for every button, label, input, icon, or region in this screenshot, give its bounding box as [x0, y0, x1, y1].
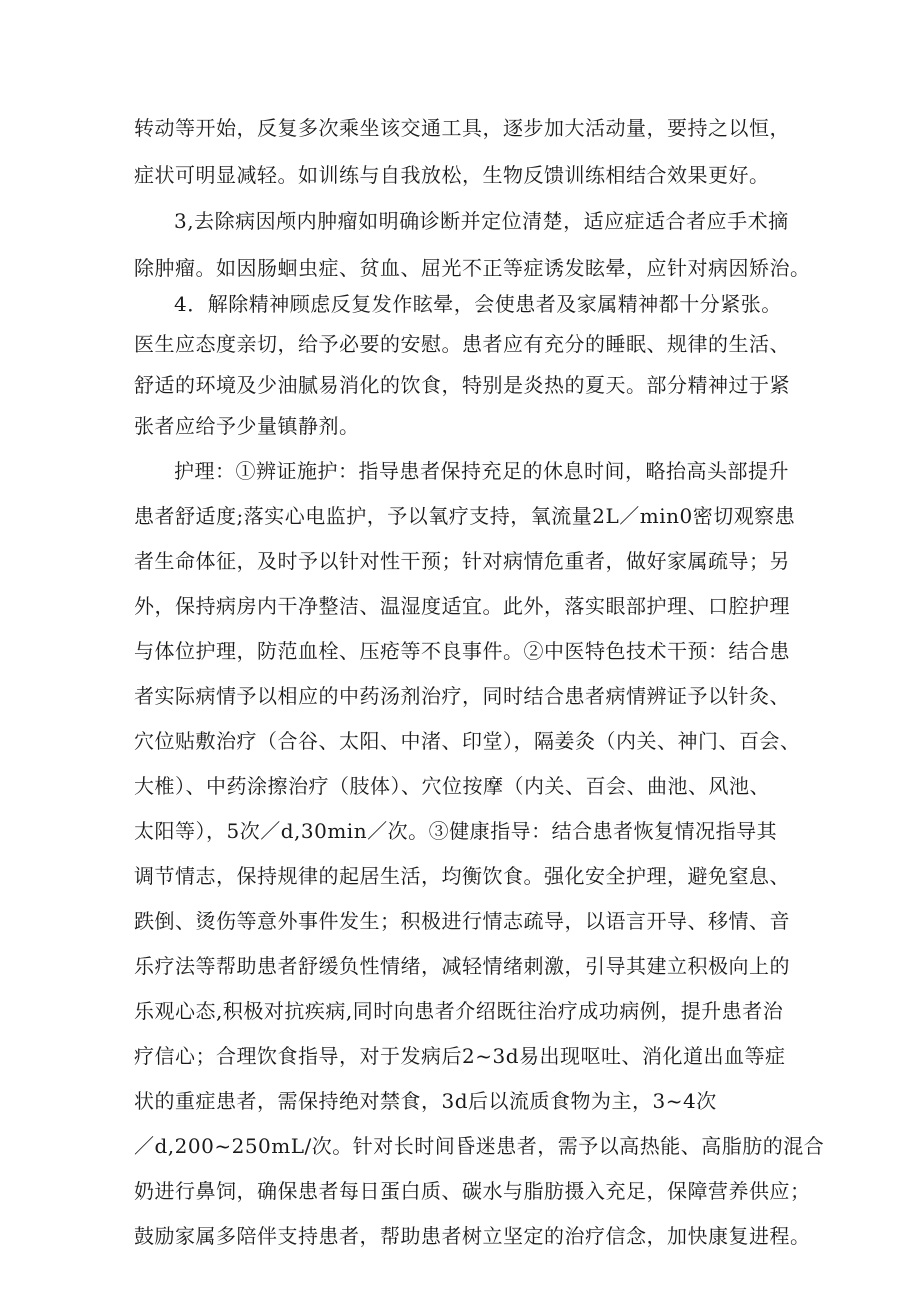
text-line: 症状可明显减轻。如训练与自我放松，生物反馈训练相结合效果更好。	[134, 163, 770, 187]
text-line: 大椎）、中药涂擦治疗（肢体）、穴位按摩（内关、百会、曲池、风池、	[134, 774, 770, 798]
text-line: 者生命体征，及时予以针对性干预；针对病情危重者，做好家属疏导；另	[134, 549, 790, 573]
text-line: 乐观心态,积极对抗疾病,同时向患者介绍既往治疗成功病例，提升患者治	[134, 999, 784, 1023]
text-line: 乐疗法等帮助患者舒缓负性情绪，减轻情绪刺激，引导其建立积极向上的	[134, 954, 790, 978]
text-line: 状的重症患者，需保持绝对禁食，3d后以流质食物为主，3~4次	[134, 1089, 717, 1113]
text-line: 穴位贴敷治疗（合谷、太阳、中渚、印堂），隔姜灸（内关、神门、百会、	[134, 729, 801, 753]
text-line: 舒适的环境及少油腻易消化的饮食，特别是炎热的夏天。部分精神过于紧	[134, 373, 790, 397]
text-line: 奶进行鼻饲，确保患者每日蛋白质、碳水与脂肪摄入充足，保障营养供应；	[134, 1179, 811, 1203]
text-line: 除肿瘤。如因肠蛔虫症、贫血、屈光不正等症诱发眩晕，应针对病因矫治。	[134, 256, 811, 280]
text-line: 疗信心；合理饮食指导，对于发病后2~3d易出现呕吐、消化道出血等症	[134, 1044, 786, 1068]
text-line: ／d,200~250mL/次。针对长时间昏迷患者，需予以高热能、高脂肪的混合	[134, 1134, 825, 1158]
text-line: 张者应给予少量镇静剂。	[134, 414, 360, 438]
text-line: 转动等开始，反复多次乘坐该交通工具，逐步加大活动量，要持之以恒，	[134, 116, 790, 140]
text-line: 调节情志，保持规律的起居生活，均衡饮食。强化安全护理，避免窒息、	[134, 864, 790, 888]
text-line: 患者舒适度;落实心电监护，予以氧疗支持，氧流量2L／min0密切观察患	[134, 504, 796, 528]
text-line: 医生应态度亲切，给予必要的安慰。患者应有充分的睡眠、规律的生活、	[134, 332, 790, 356]
text-line: 外，保持病房内干净整洁、温湿度适宜。此外，落实眼部护理、口腔护理	[134, 594, 790, 618]
text-line: 跌倒、烫伤等意外事件发生；积极进行情志疏导，以语言开导、移情、音	[134, 909, 790, 933]
text-line: 护理：①辨证施护：指导患者保持充足的休息时间，略抬高头部提升	[174, 459, 789, 483]
text-line: 3,去除病因颅内肿瘤如明确诊断并定位清楚，适应症适合者应手术摘	[174, 209, 789, 233]
text-line: 4．解除精神顾虑反复发作眩晕，会使患者及家属精神都十分紧张。	[174, 292, 782, 316]
text-line: 者实际病情予以相应的中药汤剂治疗，同时结合患者病情辨证予以针灸、	[134, 684, 790, 708]
text-line: 与体位护理，防范血栓、压疮等不良事件。②中医特色技术干预：结合患	[134, 639, 790, 663]
text-line: 太阳等），5次／d,30min／次。③健康指导：结合患者恢复情况指导其	[134, 819, 778, 843]
text-line: 鼓励家属多陪伴支持患者，帮助患者树立坚定的治疗信念，加快康复进程。	[134, 1224, 811, 1248]
